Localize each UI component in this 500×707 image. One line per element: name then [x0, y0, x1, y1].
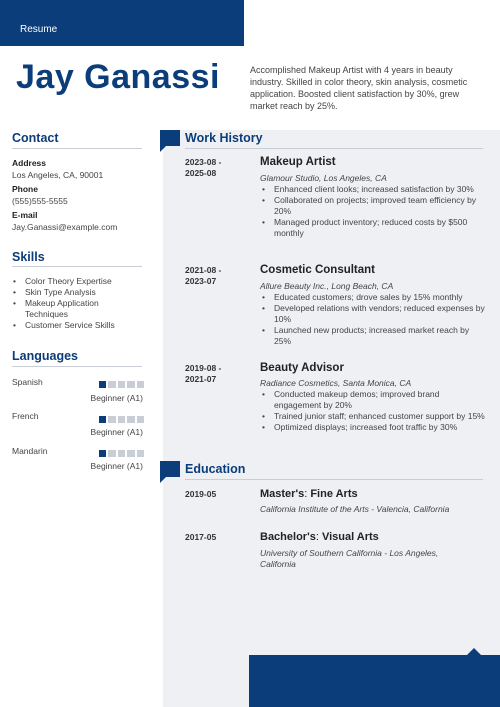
job-start-date: 2021-08 -: [185, 265, 222, 275]
job-bullet: • Collaborated on projects; improved team efficiency by 20%: [260, 195, 488, 217]
skill-item: • Skin Type Analysis: [12, 287, 142, 298]
header-banner: [0, 0, 244, 46]
language-level: Beginner (A1): [90, 427, 143, 437]
email-label: E-mail: [12, 210, 38, 220]
degree-separator: :: [315, 531, 322, 543]
job-end-date: 2025-08: [185, 168, 217, 178]
education-flag-icon: [160, 461, 180, 477]
degree-separator: :: [304, 488, 311, 500]
education-school: California Institute of the Arts - Valencia, California: [260, 504, 450, 514]
job-title: Makeup Artist: [260, 156, 336, 168]
skill-item: • Color Theory Expertise: [12, 276, 142, 287]
candidate-name: Jay Ganassi: [16, 58, 220, 96]
footer-bar: [249, 655, 500, 707]
language-name: Mandarin: [12, 446, 48, 456]
work-history-heading: Work History: [185, 131, 263, 145]
phone-value: (555)555-5555: [12, 196, 68, 206]
contact-heading: Contact: [12, 131, 59, 145]
skills-divider: [12, 266, 142, 267]
phone-label: Phone: [12, 184, 38, 194]
language-level: Beginner (A1): [90, 461, 143, 471]
language-level-bar: [99, 450, 144, 457]
job-company: Glamour Studio, Los Angeles, CA: [260, 173, 387, 183]
footer-notch: [466, 648, 482, 656]
education-heading: Education: [185, 462, 246, 476]
job-start-date: 2019-08 -: [185, 363, 222, 373]
education-date: 2017-05: [185, 532, 217, 542]
contact-divider: [12, 148, 142, 149]
education-degree: [260, 488, 358, 500]
job-bullet: • Optimized displays; increased foot traffic by 30%: [260, 422, 488, 433]
language-name: French: [12, 411, 39, 421]
job-bullet: • Educated customers; drove sales by 15% monthly: [260, 292, 488, 303]
job-title: Cosmetic Consultant: [260, 264, 376, 276]
degree-field: Visual Arts: [321, 531, 379, 543]
job-end-date: 2021-07: [185, 374, 217, 384]
languages-divider: [12, 366, 142, 367]
skills-heading: Skills: [12, 250, 45, 264]
job-bullets: [260, 292, 488, 347]
job-bullet: • Conducted makeup demos; improved brand engagement by 20%: [260, 389, 488, 411]
job-bullets: [260, 389, 488, 433]
degree-field: Fine Arts: [310, 488, 358, 500]
email-value: Jay.Ganassi@example.com: [12, 222, 118, 232]
education-divider: [185, 479, 483, 480]
language-level-bar: [99, 381, 144, 388]
job-end-date: 2023-07: [185, 276, 217, 286]
degree-type: Master's: [260, 488, 305, 500]
languages-heading: Languages: [12, 349, 78, 363]
education-date: 2019-05: [185, 489, 217, 499]
job-bullet: • Trained junior staff; enhanced customer support by 15%: [260, 411, 488, 422]
address-label: Address: [12, 158, 47, 168]
skills-list: [12, 276, 142, 331]
degree-type: Bachelor's: [260, 531, 316, 543]
work-history-flag-icon: [160, 130, 180, 146]
job-bullets: [260, 184, 488, 239]
job-bullet: • Developed relations with vendors; reduced expenses by 10%: [260, 303, 488, 325]
language-name: Spanish: [12, 377, 43, 387]
job-title: Beauty Advisor: [260, 362, 344, 374]
work-history-divider: [185, 148, 483, 149]
job-start-date: 2023-08 -: [185, 157, 222, 167]
language-level: Beginner (A1): [90, 393, 143, 403]
job-bullet: • Enhanced client looks; increased satisfaction by 30%: [260, 184, 488, 195]
document-label: Resume: [20, 24, 58, 35]
language-level-bar: [99, 416, 144, 423]
job-company: Allure Beauty Inc., Long Beach, CA: [260, 281, 394, 291]
address-value: Los Angeles, CA, 90001: [12, 170, 104, 180]
skill-item: • Customer Service Skills: [12, 320, 142, 331]
education-school: University of Southern California - Los Angeles, California: [260, 548, 439, 569]
education-degree: [260, 531, 379, 543]
skill-item: • Makeup Application Techniques: [12, 298, 142, 320]
job-bullet: • Launched new products; increased market reach by 25%: [260, 325, 488, 347]
summary-text: Accomplished Makeup Artist with 4 years in beauty industry. Skilled in color theory, skin analysis, cosmetic application. Boosted client satisfaction by 30%, grew market reach by 25%.: [250, 65, 468, 111]
job-company: Radiance Cosmetics, Santa Monica, CA: [260, 378, 412, 388]
job-bullet: • Managed product inventory; reduced costs by $500 monthly: [260, 217, 488, 239]
